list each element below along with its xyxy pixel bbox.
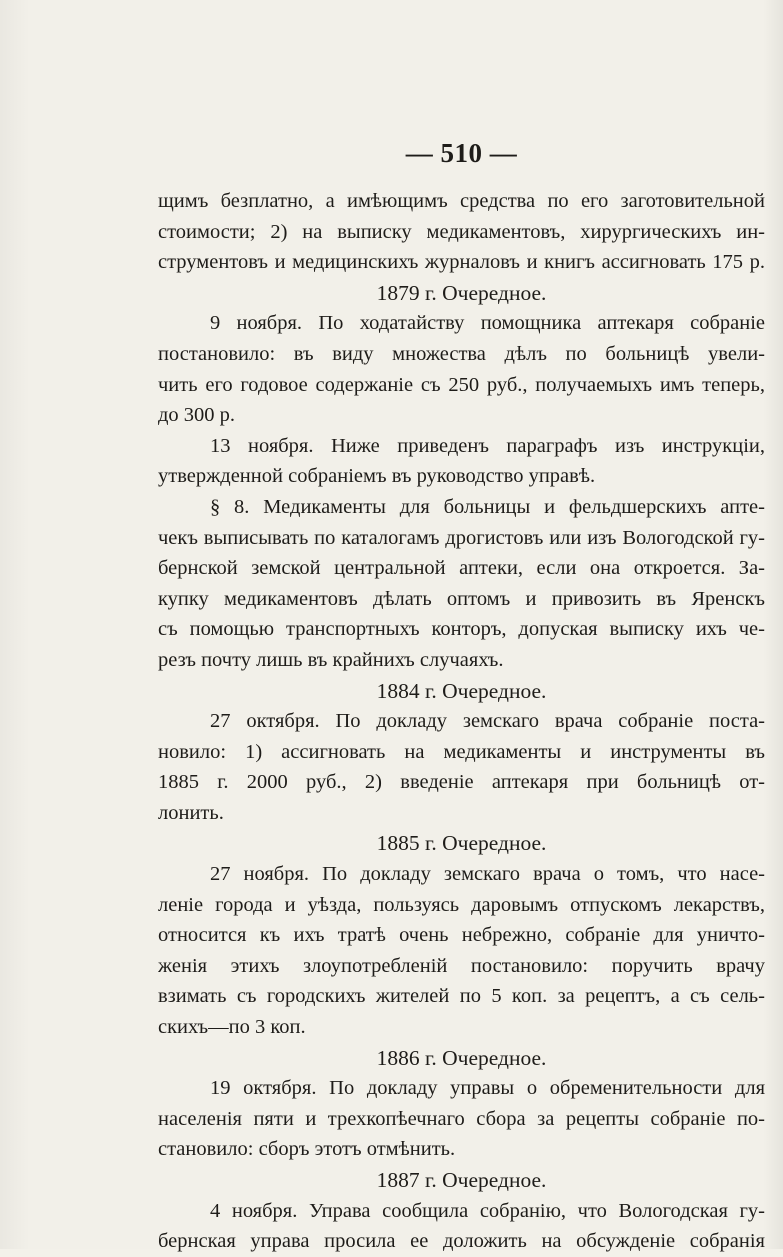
section-heading: 1887 г. Очередное. (376, 1168, 547, 1192)
text-line: чекъ выписывать по каталогамъ дрогистовъ или изъ Вологодской гу- (158, 526, 765, 549)
text-line: до 300 р. (158, 404, 236, 427)
text-line: 27 октября. По докладу земскаго врача собраніе поста- (210, 710, 765, 733)
text-line: бернской земской центральной аптеки, если она откроется. За- (158, 557, 765, 580)
text-line: съ помощью транспортныхъ конторъ, допуская выписку ихъ че- (158, 618, 765, 641)
text-line: бернская управа просила ее доложить на обсужденіе собранія (158, 1230, 765, 1253)
text-line: 27 ноября. По докладу земскаго врача о томъ, что насе- (210, 863, 765, 886)
text-line: взимать съ городскихъ жителей по 5 коп. за рецептъ, а съ сель- (158, 985, 765, 1008)
text-line: постановило: въ виду множества дѣлъ по больницѣ увели- (158, 342, 765, 365)
text-line: становило: сборъ этотъ отмѣнить. (158, 1138, 456, 1161)
text-line: § 8. Медикаменты для больницы и фельдшерскихъ апте- (210, 495, 765, 518)
text-line: стоимости; 2) на выписку медикаментовъ, хирургическихъ ин- (158, 220, 765, 243)
text-line: утвержденной собраніемъ въ руководство управѣ. (158, 465, 596, 488)
text-line: струментовъ и медицинскихъ журналовъ и книгъ ассигновать 175 р. (158, 251, 765, 274)
text-line: резъ почту лишь въ крайнихъ случаяхъ. (158, 648, 504, 671)
text-line: леніе города и уѣзда, пользуясь даровымъ отпускомъ лекарствъ, (158, 893, 765, 916)
page-number: — 510 — (405, 138, 518, 168)
text-line: щимъ безплатно, а имѣющимъ средства по его заготовительной (158, 190, 765, 212)
text-line: населенія пяти и трехкопѣечнаго сбора за рецепты собраніе по- (158, 1107, 765, 1130)
text-line: 13 ноября. Ниже приведенъ параграфъ изъ инструкціи, (210, 434, 765, 457)
text-line: скихъ—по 3 коп. (158, 1016, 306, 1039)
section-heading: 1886 г. Очередное. (376, 1045, 547, 1070)
text-line: чить его годовое содержаніе съ 250 руб., получаемыхъ имъ теперь, (158, 373, 765, 396)
text-line: купку медикаментовъ дѣлать оптомъ и привозить въ Яренскъ (158, 587, 765, 610)
text-line: 19 октября. По докладу управы о обременительности для (210, 1077, 765, 1100)
text-line: относится къ ихъ тратѣ очень небрежно, собраніе для уничто- (158, 924, 765, 947)
text-line: 1885 г. 2000 руб., 2) введеніе аптекаря при больницѣ от- (158, 771, 765, 794)
section-heading: 1879 г. Очередное. (376, 280, 547, 305)
text-line: лонить. (158, 801, 224, 824)
section-heading: 1884 г. Очередное. (376, 678, 547, 703)
text-line: женія этихъ злоупотребленій постановило: поручить врачу (158, 954, 765, 977)
text-line: новило: 1) ассигновать на медикаменты и инструменты въ (158, 740, 765, 763)
body-text (158, 186, 765, 1257)
section-heading: 1885 г. Очередное. (376, 831, 547, 856)
text-line: 9 ноября. По ходатайству помощника аптекаря собраніе (210, 312, 765, 335)
text-line: 4 ноября. Управа сообщила собранію, что Вологодская гу- (210, 1199, 765, 1222)
